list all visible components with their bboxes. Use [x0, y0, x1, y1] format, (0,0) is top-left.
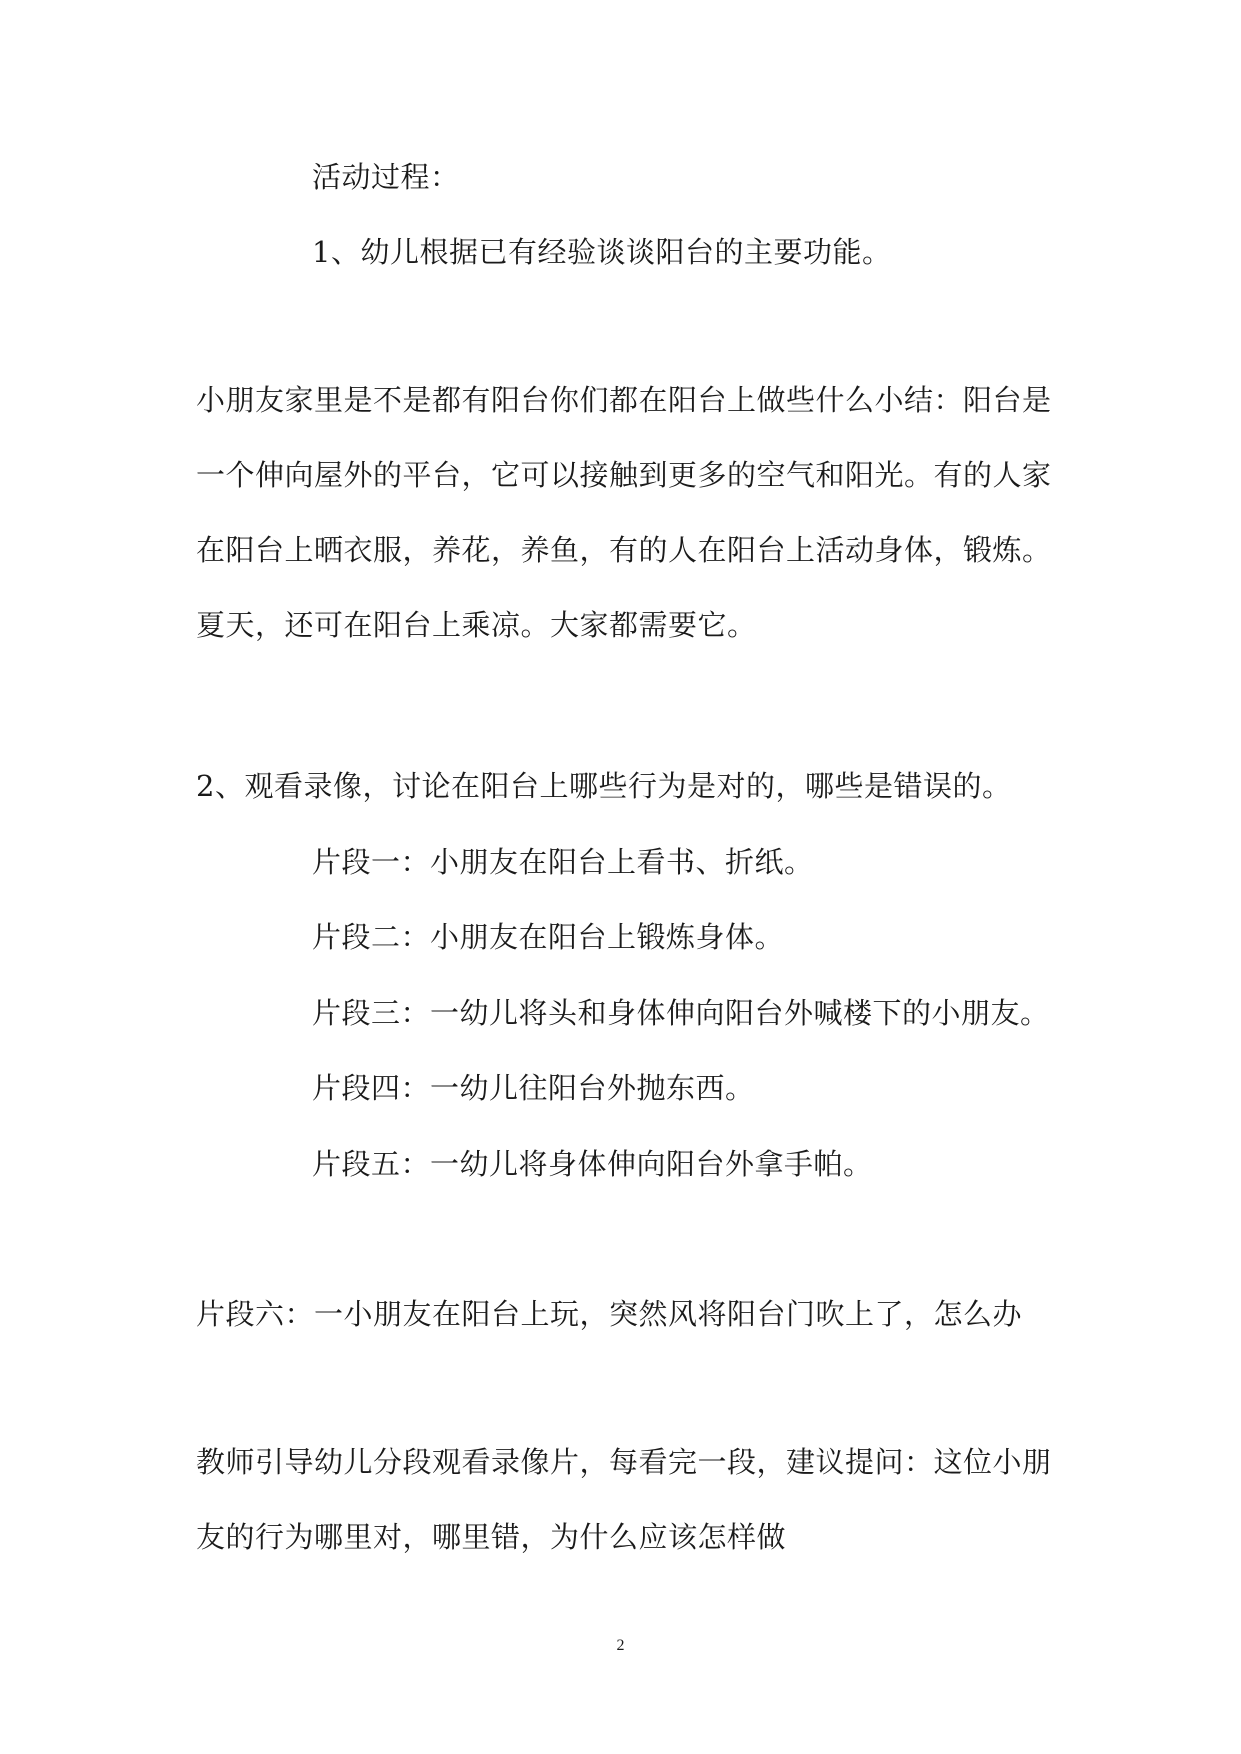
- segment-6: 片段六：一小朋友在阳台上玩，突然风将阳台门吹上了，怎么办: [196, 1297, 1023, 1331]
- paragraph-teacher-guidance: [196, 1444, 1052, 1555]
- paragraph-line: 在阳台上晒衣服，养花，养鱼，有的人在阳台上活动身体，锻炼。: [196, 533, 1052, 567]
- segment-3: 片段三：一幼儿将头和身体伸向阳台外喊楼下的小朋友。: [312, 996, 1050, 1030]
- step-2: 2、观看录像，讨论在阳台上哪些行为是对的，哪些是错误的。: [196, 769, 1012, 803]
- paragraph-line: 友的行为哪里对，哪里错，为什么应该怎样做: [196, 1520, 787, 1554]
- paragraph-balcony-function: [196, 382, 1052, 643]
- paragraph-line: 教师引导幼儿分段观看录像片，每看完一段，建议提问：这位小朋: [196, 1445, 1052, 1479]
- segment-4: 片段四：一幼儿往阳台外抛东西。: [312, 1071, 755, 1105]
- segment-2: 片段二：小朋友在阳台上锻炼身体。: [312, 920, 785, 954]
- paragraph-line: 小朋友家里是不是都有阳台你们都在阳台上做些什么小结：阳台是: [196, 383, 1052, 417]
- step-1: 1、幼儿根据已有经验谈谈阳台的主要功能。: [312, 235, 892, 269]
- segment-1: 片段一：小朋友在阳台上看书、折纸。: [312, 845, 814, 879]
- section-heading: 活动过程：: [312, 160, 460, 194]
- page-number: 2: [616, 1637, 625, 1654]
- paragraph-line: 一个伸向屋外的平台，它可以接触到更多的空气和阳光。有的人家: [196, 458, 1052, 492]
- segment-5: 片段五：一幼儿将身体伸向阳台外拿手帕。: [312, 1147, 873, 1181]
- paragraph-line: 夏天，还可在阳台上乘凉。大家都需要它。: [196, 608, 757, 642]
